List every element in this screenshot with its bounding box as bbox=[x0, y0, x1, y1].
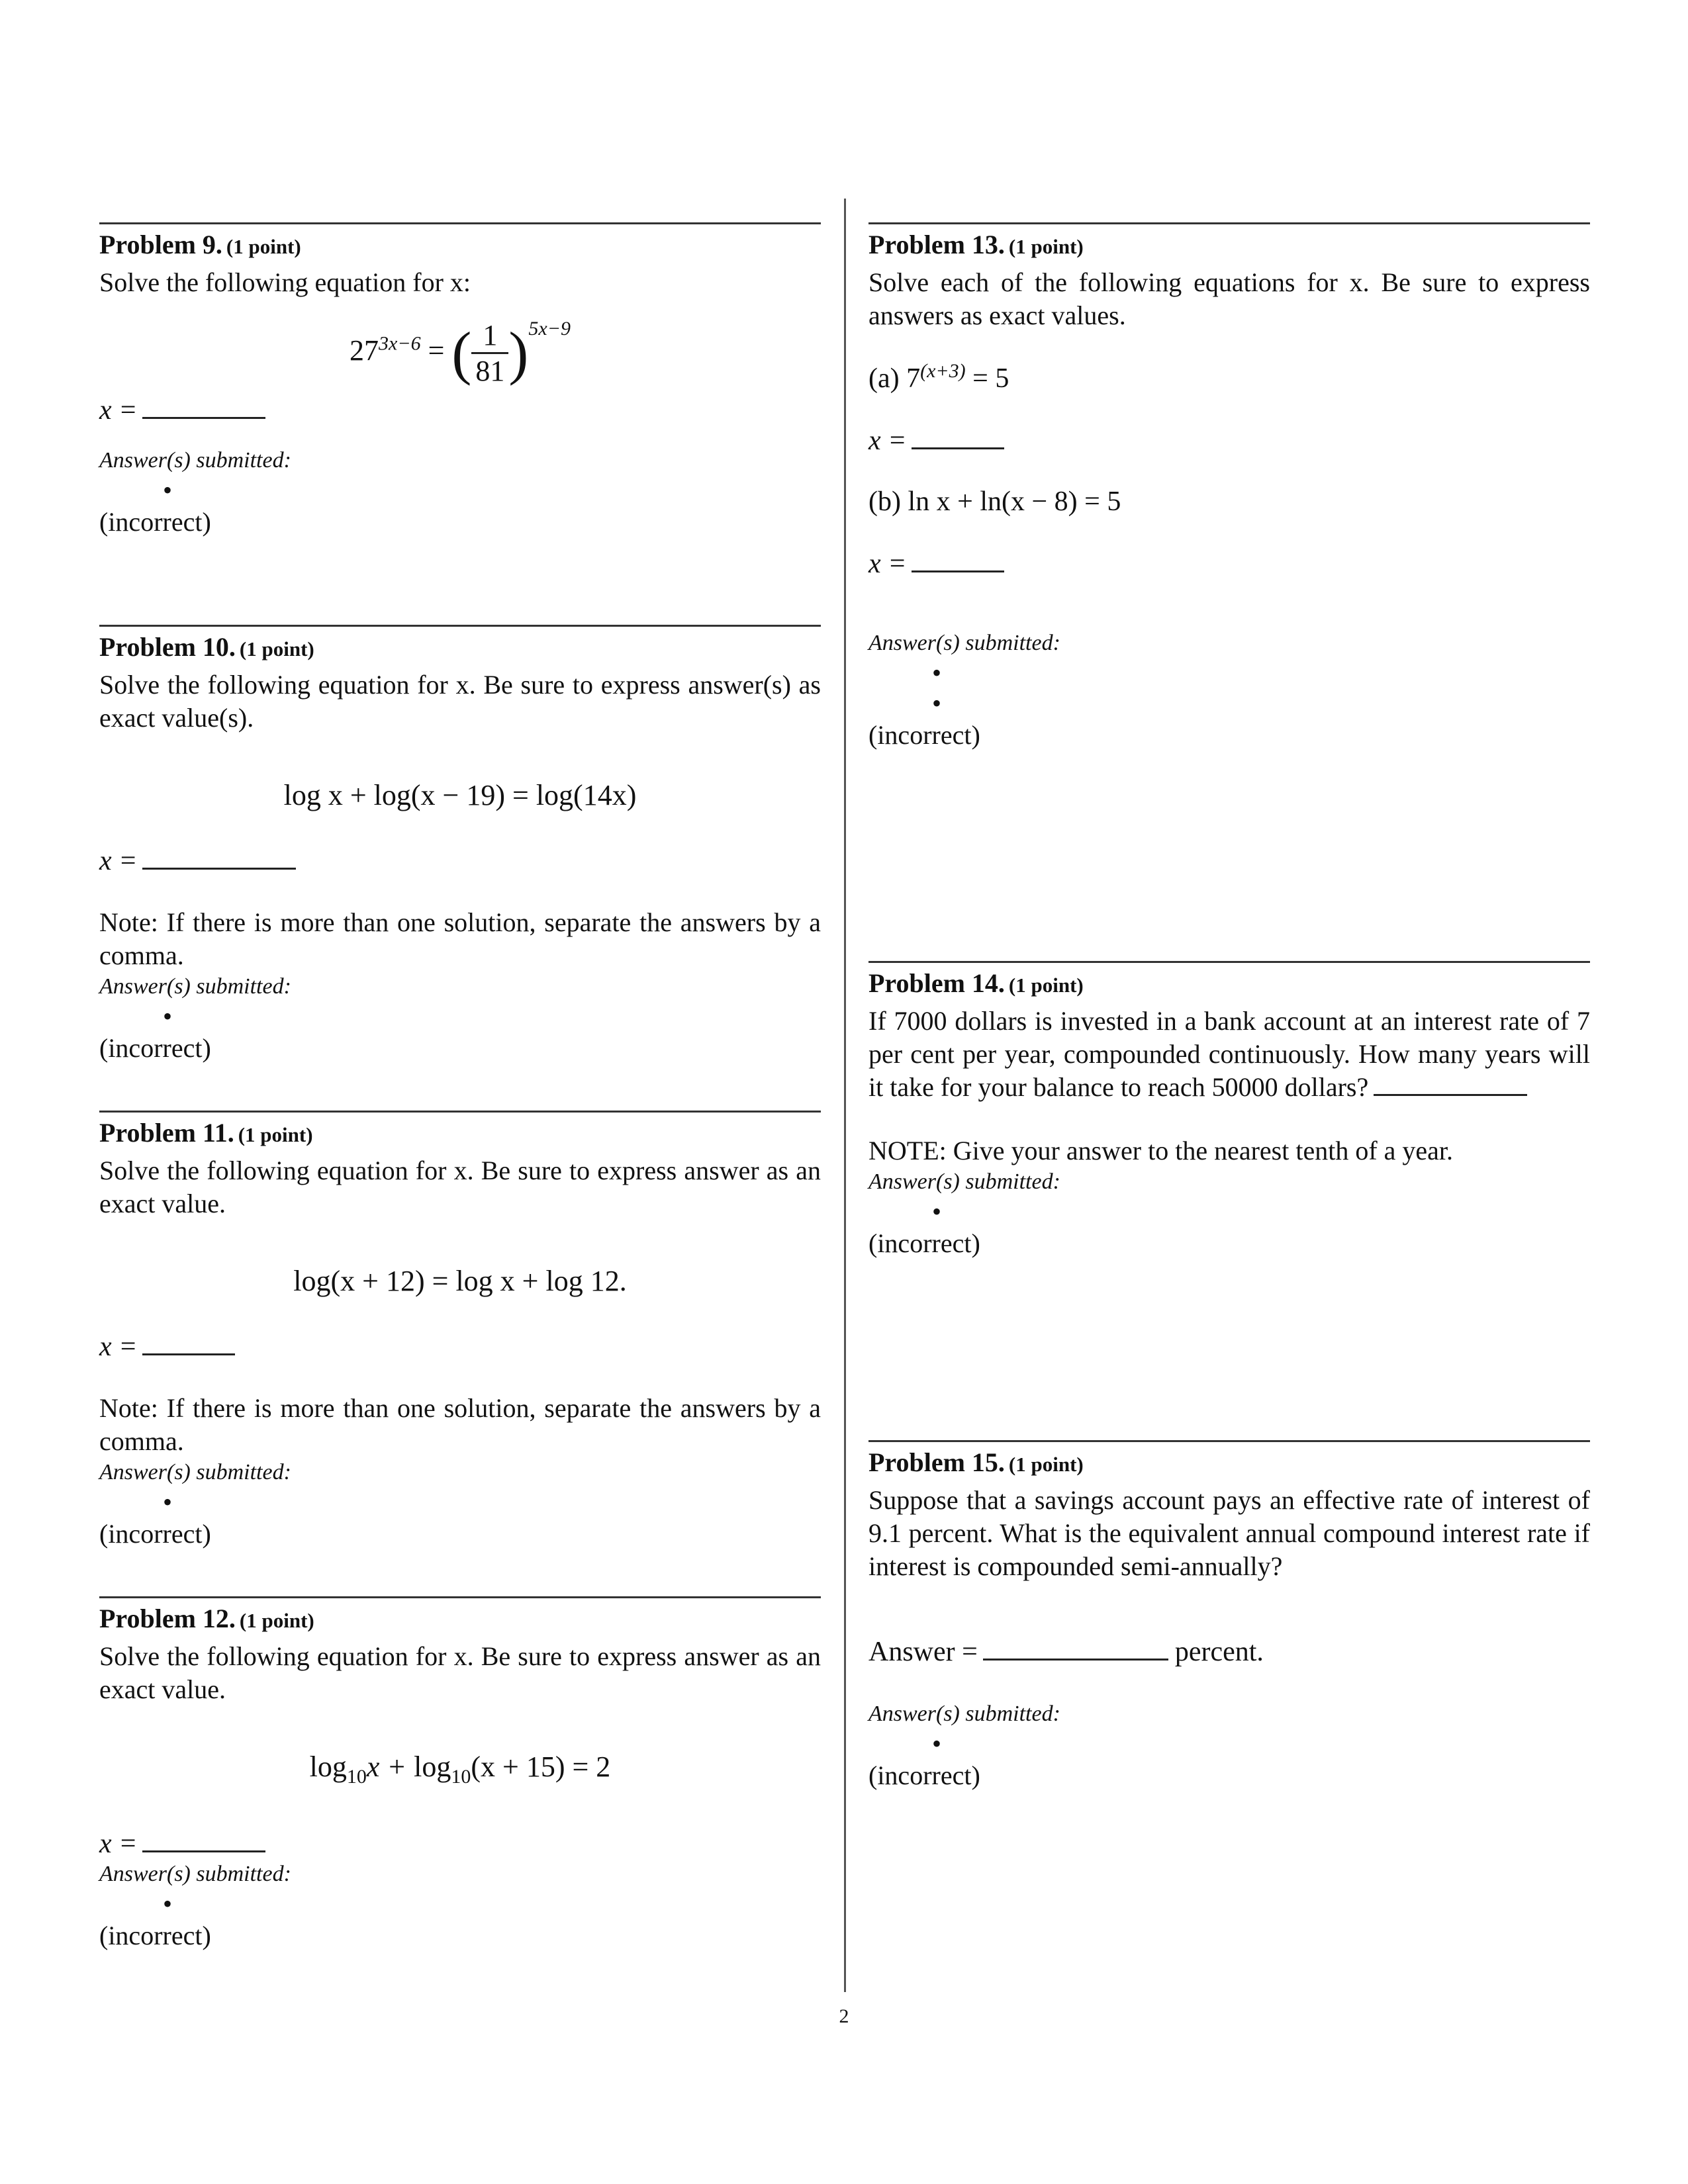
problem-12-submitted-label: Answer(s) submitted: bbox=[99, 1861, 291, 1886]
problem-12-status: (incorrect) bbox=[99, 1920, 211, 1950]
problem-10-text: Solve the following equation for x. Be sure to express answer(s) as exact value(s). bbox=[99, 670, 821, 733]
problem-11-bullet: • bbox=[163, 1487, 173, 1517]
problem-14-title: Problem 14. (1 point) bbox=[868, 968, 1084, 998]
problem-12 bbox=[99, 1596, 821, 1995]
problem-10-bullet: • bbox=[163, 1001, 173, 1031]
problem-12-text: Solve the following equation for x. Be sure to express answer as an exact value. bbox=[99, 1641, 821, 1704]
problem-11-answer-blank[interactable] bbox=[142, 1349, 235, 1355]
problem-14-answer-blank[interactable] bbox=[1374, 1090, 1527, 1096]
problem-9-answer-blank[interactable] bbox=[142, 413, 265, 419]
problem-10-equation: log x + log(x − 19) = log(14x) bbox=[283, 779, 637, 811]
problem-15-submitted-label: Answer(s) submitted: bbox=[868, 1702, 1060, 1726]
problem-13-bullet-2: • bbox=[932, 688, 942, 718]
problem-11-equation: log(x + 12) = log x + log 12. bbox=[293, 1265, 627, 1297]
problem-9-equation: $27^{3x-6}$ = ( $\frac{1}{81}$ )$^{5x-9}$ bbox=[350, 318, 571, 388]
problem-13 bbox=[868, 222, 1590, 820]
problem-13-answer-b-blank[interactable] bbox=[912, 567, 1004, 572]
problem-14-status: (incorrect) bbox=[868, 1228, 980, 1258]
problem-10 bbox=[99, 625, 821, 1109]
problem-11 bbox=[99, 1111, 821, 1594]
problem-9-submitted-label: Answer(s) submitted: bbox=[99, 448, 291, 473]
problem-11-note: Note: If there is more than one solution, separate the answers by a comma. bbox=[99, 1393, 821, 1456]
problem-13-answer-a: x = bbox=[868, 425, 1590, 457]
problem-9-answer: x = bbox=[99, 394, 821, 426]
problem-14-note: NOTE: Give your answer to the nearest tenth of a year. bbox=[868, 1136, 1454, 1165]
problem-15-status: (incorrect) bbox=[868, 1760, 980, 1790]
problem-13-part-b: (b) ln x + ln(x − 8) = 5 bbox=[868, 486, 1121, 517]
problem-9-title: Problem 9. (1 point) bbox=[99, 230, 301, 259]
problem-15-answer-blank[interactable] bbox=[983, 1655, 1168, 1661]
problem-12-title: Problem 12. (1 point) bbox=[99, 1604, 314, 1633]
problem-10-answer: x = bbox=[99, 845, 821, 877]
problem-12-answer-blank[interactable] bbox=[142, 1846, 265, 1852]
problem-11-title: Problem 11. (1 point) bbox=[99, 1118, 313, 1148]
problem-14-text: If 7000 dollars is invested in a bank account at an interest rate of 7 per cent per year, compounded continuously. How many years will it take for your balance to reach 50000 dollars? bbox=[868, 1006, 1590, 1102]
problem-15-text: Suppose that a savings account pays an effective rate of interest of 9.1 percent. What is the equivalent annual compound interest rate if interest is compounded semi-annually? bbox=[868, 1485, 1590, 1581]
problem-13-part-a: (a) $7^{(x+3)} = 5$ bbox=[868, 360, 1009, 394]
problem-12-answer: x = bbox=[99, 1828, 821, 1860]
problem-11-answer: x = bbox=[99, 1331, 821, 1363]
problem-11-submitted-label: Answer(s) submitted: bbox=[99, 1460, 291, 1484]
problem-13-title: Problem 13. (1 point) bbox=[868, 230, 1084, 259]
problem-11-text: Solve the following equation for x. Be sure to express answer as an exact value. bbox=[99, 1156, 821, 1218]
problem-10-title: Problem 10. (1 point) bbox=[99, 632, 314, 662]
problem-9-status: (incorrect) bbox=[99, 507, 211, 537]
problem-15 bbox=[868, 1440, 1590, 1905]
problem-15-answer: Answer = percent. bbox=[868, 1637, 1264, 1667]
problem-13-status: (incorrect) bbox=[868, 720, 980, 750]
problem-15-bullet: • bbox=[932, 1729, 942, 1758]
problem-13-bullet-1: • bbox=[932, 658, 942, 688]
column-divider bbox=[844, 199, 846, 1992]
problem-9 bbox=[99, 222, 821, 621]
page-number: 2 bbox=[839, 2005, 849, 2027]
problem-14 bbox=[868, 961, 1590, 1360]
problem-9-bullet: • bbox=[163, 475, 173, 506]
problem-13-text: Solve each of the following equations for x. Be sure to express answers as exact values. bbox=[868, 267, 1590, 330]
problem-9-text: Solve the following equation for x: bbox=[99, 267, 471, 297]
problem-14-submitted-label: Answer(s) submitted: bbox=[868, 1169, 1060, 1194]
problem-12-equation: $\log_{10}x + \log_{10}(x + 15) = 2$ bbox=[309, 1751, 611, 1788]
problem-12-bullet: • bbox=[163, 1888, 173, 1919]
problem-13-submitted-label: Answer(s) submitted: bbox=[868, 631, 1060, 655]
problem-15-title: Problem 15. (1 point) bbox=[868, 1447, 1084, 1477]
problem-10-status: (incorrect) bbox=[99, 1033, 211, 1063]
problem-10-submitted-label: Answer(s) submitted: bbox=[99, 974, 291, 999]
problem-10-answer-blank[interactable] bbox=[142, 864, 296, 870]
problem-11-status: (incorrect) bbox=[99, 1519, 211, 1549]
problem-13-answer-b: x = bbox=[868, 548, 1590, 580]
problem-14-bullet: • bbox=[932, 1197, 942, 1226]
problem-13-answer-a-blank[interactable] bbox=[912, 443, 1004, 449]
problem-10-note: Note: If there is more than one solution, separate the answers by a comma. bbox=[99, 907, 821, 970]
